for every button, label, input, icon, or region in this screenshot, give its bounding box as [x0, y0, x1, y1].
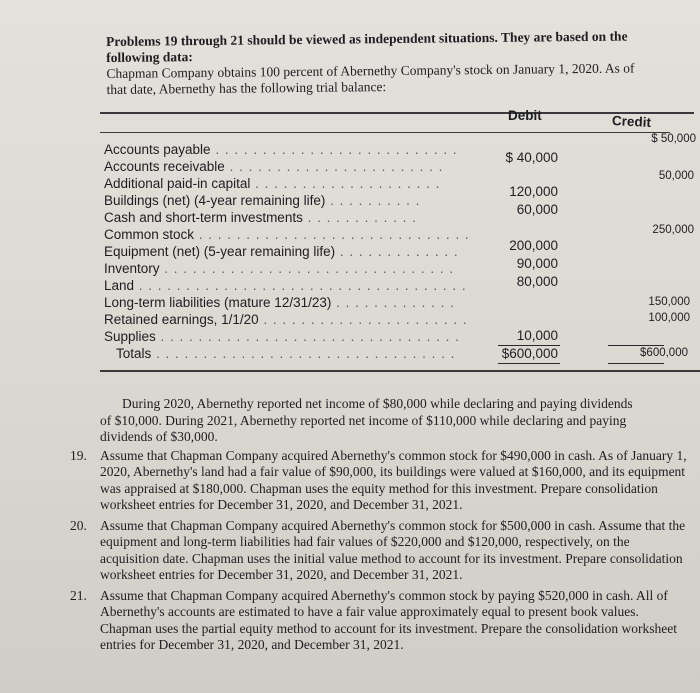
credit-total-rule: [608, 345, 664, 346]
row-label: Retained earnings, 1/1/20 . . . . . . . . . . . . . . . . . . . . . .: [104, 312, 468, 327]
debit-total-double-rule: [498, 363, 560, 364]
problem-number: 20.: [70, 517, 87, 533]
problem-body: Assume that Chapman Company acquired Abernethy's common stock for $500,000 in cash. Assume that the equipment and long-term liabilities had fair values of $220,000 and $120,000, respectively, on the acquisition date. Chapman uses the initial value method to account for its investment. Prepare consolidation worksheet entries for December 31, 2020, and December 31, 2021.: [100, 517, 686, 582]
problem-19: [70, 448, 690, 514]
row-label: Cash and short-term investments . . . . . . . . . . . .: [104, 210, 417, 225]
debit-cell: 90,000: [516, 256, 558, 271]
row-label: Additional paid-in capital . . . . . . . . . . . . . . . . . . . .: [104, 176, 441, 191]
debit-cell: 10,000: [516, 328, 558, 343]
credit-cell: $ 50,000: [651, 133, 696, 145]
debit-header: Debit: [508, 108, 542, 123]
credit-cell: 250,000: [652, 224, 694, 236]
problem-intro: [106, 28, 691, 98]
paragraph-line: During 2020, Abernethy reported net income of $80,000 while declaring and paying dividends: [122, 396, 633, 411]
problem-number: 21.: [70, 587, 87, 603]
header-rule: [100, 132, 670, 133]
intro-subheading: following data:: [106, 49, 193, 65]
row-label-totals: Totals . . . . . . . . . . . . . . . . . . . . . . . . . . . . . . . .: [116, 346, 456, 361]
debit-cell: 60,000: [516, 202, 558, 217]
credit-cell: 100,000: [648, 312, 690, 324]
problem-number: 19.: [70, 447, 87, 463]
problem-20: [70, 518, 690, 584]
intro-heading: Problems 19 through 21 should be viewed as independent situations. They are based on the: [106, 28, 628, 49]
problem-text: [70, 396, 690, 654]
intro-sentence: Chapman Company obtains 100 percent of Abernethy Company's stock on January 1, 2020. As of: [106, 60, 635, 81]
row-label: Accounts receivable . . . . . . . . . . . . . . . . . . . . . . .: [104, 159, 444, 174]
debit-total: $600,000: [501, 346, 558, 361]
trial-balance-table: [100, 100, 700, 372]
intro-sentence-cont: that date, Abernethy has the following trial balance:: [106, 79, 387, 97]
row-label: Inventory . . . . . . . . . . . . . . . . . . . . . . . . . . . . . . .: [104, 261, 455, 276]
row-label: Buildings (net) (4-year remaining life) . . . . . . . . . .: [104, 193, 421, 208]
row-label: Accounts payable . . . . . . . . . . . . . . . . . . . . . . . . . .: [104, 142, 458, 157]
row-label: Common stock . . . . . . . . . . . . . . . . . . . . . . . . . . . . .: [104, 227, 470, 242]
problem-21: [70, 588, 690, 654]
debit-cell: $ 40,000: [505, 150, 558, 165]
debit-cell: 120,000: [509, 184, 558, 199]
debit-cell: 80,000: [516, 274, 558, 289]
credit-header: Credit: [611, 112, 652, 131]
row-label: Supplies . . . . . . . . . . . . . . . . . . . . . . . . . . . . . . . .: [104, 329, 460, 344]
row-label: Long-term liabilities (mature 12/31/23) . . . . . . . . . . . . .: [104, 295, 455, 310]
table-bottom-rule: [100, 370, 700, 372]
paragraph-line: dividends of $30,000.: [100, 429, 218, 444]
table-top-rule: [100, 112, 694, 114]
row-label: Equipment (net) (5-year remaining life) . . . . . . . . . . . . .: [104, 244, 459, 259]
credit-cell: 50,000: [658, 170, 694, 182]
problem-body: Assume that Chapman Company acquired Abernethy's common stock for $490,000 in cash. As of January 1, 2020, Abernethy's land had a fair value of $90,000, its buildings were valued at $160,000, and its equipment was appraised at $180,000. Chapman uses the equity method for this investment. Prepare consolidation worksheet entries for December 31, 2020, and December 31, 2021.: [100, 447, 687, 512]
problem-body: Assume that Chapman Company acquired Abernethy's common stock by paying $520,000 in cash. All of Abernethy's accounts are estimated to have a fair value approximately equal to present book values. Chapman uses the partial equity method to account for its investment. Prepare the consolidation worksheet entries for December 31, 2020, and December 31, 2021.: [100, 587, 677, 652]
credit-total: $600,000: [640, 347, 688, 359]
dividend-paragraph: [70, 396, 690, 446]
credit-cell: 150,000: [648, 296, 690, 308]
paragraph-line: of $10,000. During 2021, Abernethy reported net income of $110,000 while declaring and paying: [100, 412, 627, 428]
row-label: Land . . . . . . . . . . . . . . . . . . . . . . . . . . . . . . . . . . .: [104, 278, 467, 293]
debit-cell: 200,000: [509, 238, 558, 253]
credit-total-double-rule: [608, 363, 664, 364]
